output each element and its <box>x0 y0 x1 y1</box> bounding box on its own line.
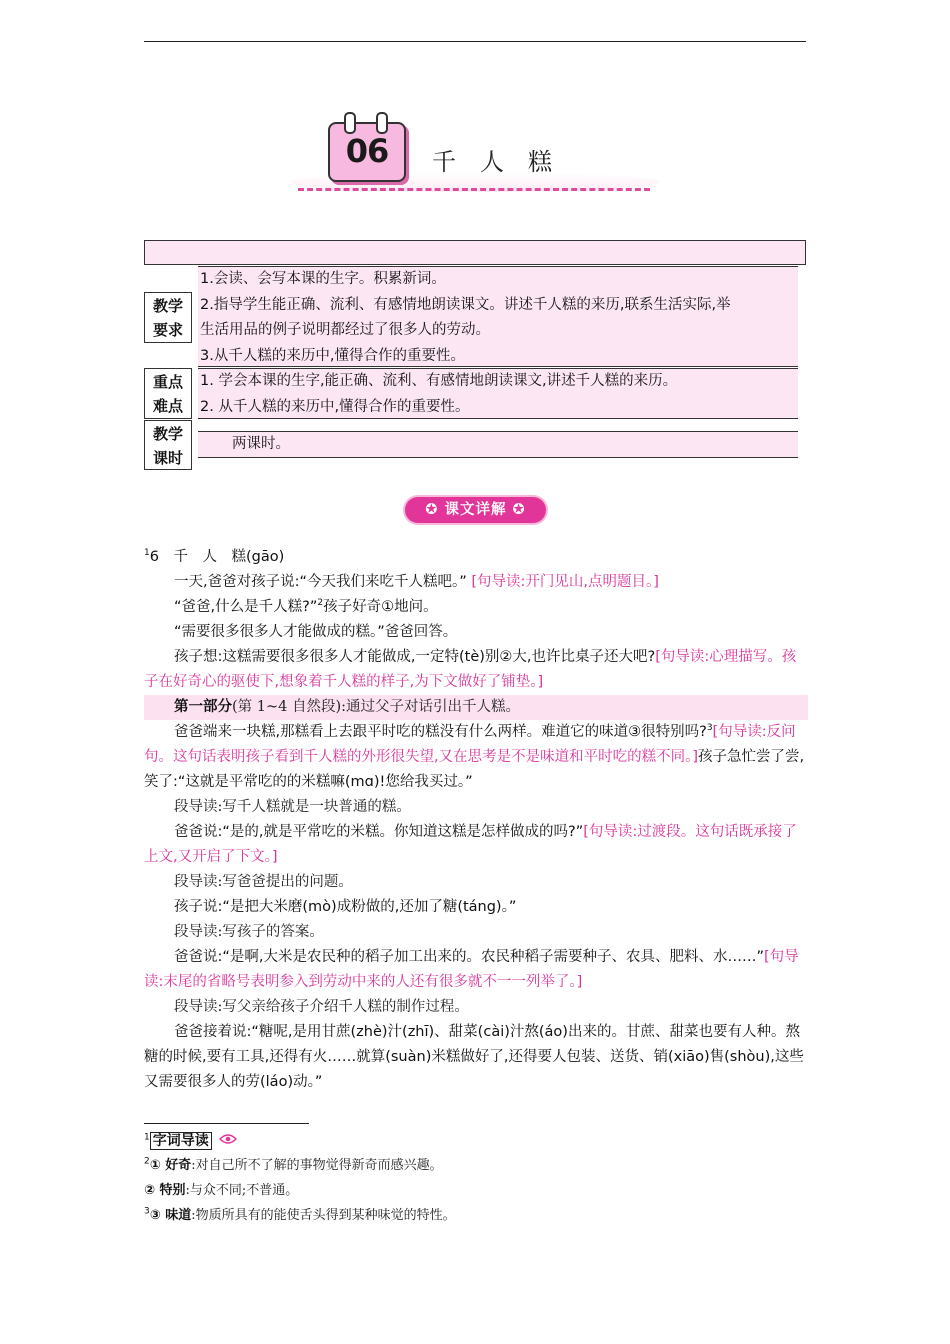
cell-class-hours <box>198 431 798 458</box>
requirement-line: 3.从千人糕的来历中,懂得合作的重要性。 <box>200 347 465 364</box>
segment-note-3: 段导读:写孩子的答案。 <box>174 924 324 940</box>
paragraph-2: “爸爸,什么是千人糕?”$^2$孩子好奇①地问。 <box>174 598 438 615</box>
requirement-line: 2.指导学生能正确、流利、有感情地朗读课文。讲述千人糕的来历,联系生活实际,举 <box>200 296 731 313</box>
paragraph-6: 爸爸说:“是的,就是平常吃的米糕。你知道这糕是怎样做成的吗?”[句导读:过渡段。这句话既承接了上文,又开启了下文。] <box>144 824 797 865</box>
paragraph-9: 爸爸接着说:“糖呢,是用甘蔗(zhè)汁(zhī)、甜菜(cài)汁熬(áo)出来的。甘蔗、甜菜也要有人种。熬糖的时候,要有工具,还得有火……就算(suàn)米糕做好了,还得要人包装、送货、销(xiāo)售(shòu),这些又需要很多人的劳(láo)动。” <box>144 1024 804 1090</box>
footnote-rule <box>144 1123 309 1124</box>
lesson-number: 06 <box>345 132 389 170</box>
cell-teaching-requirements <box>198 266 798 367</box>
footnote-3: ② 特别:与众不同;不普通。 <box>144 1183 299 1198</box>
keypoint-line: 1. 学会本课的生字,能正确、流利、有感情地朗读课文,讲述千人糕的来历。 <box>200 373 678 389</box>
paragraph-4: 孩子想:这糕需要很多很多人才能做成,一定特(tè)别②大,也许比桌子还大吧?[句导读:心理描写。孩子在好奇心的驱使下,想象着千人糕的样子,为下文做好了铺垫。] <box>144 649 797 690</box>
class-hours-value: 两课时。 <box>232 436 290 452</box>
segment-note-1: 段导读:写千人糕就是一块普通的糕。 <box>174 799 411 815</box>
paragraph-5: 爸爸端来一块糕,那糕看上去跟平时吃的糕没有什么两样。难道它的味道③很特别吗?$^3$[句导读:反问句。这句话表明孩子看到千人糕的外形很失望,又在思考是不是味道和平时吃的糕不同。]孩子急忙尝了尝,笑了:“这就是平常吃的的米糕嘛(mɑ)!您给我买过。” <box>144 723 805 790</box>
lesson-title: 千人糕 <box>432 148 576 176</box>
calendar-badge-icon <box>328 122 406 182</box>
title-underline <box>298 188 650 191</box>
paragraph-8: 爸爸说:“是啊,大米是农民种的稻子加工出来的。农民种稻子需要种子、农具、肥料、水……”[句导读:末尾的省略号表明参入到劳动中来的人还有很多就不一一列举了。] <box>144 949 799 990</box>
paragraph-3: “需要很多很多人才能做成的糕。”爸爸回答。 <box>174 624 458 640</box>
lesson-header <box>320 112 660 198</box>
eye-icon <box>219 1131 237 1153</box>
footnote-1: $^1$ 字词导读 <box>144 1130 237 1153</box>
segment-note-4: 段导读:写父亲给孩子介绍千人糕的制作过程。 <box>174 999 469 1015</box>
table-header-bar <box>144 240 806 265</box>
requirement-line: 生活用品的例子说明都经过了很多人的劳动。 <box>200 322 490 338</box>
label-key-points: 重点 难点 <box>144 368 192 419</box>
label-class-hours: 教学 课时 <box>144 420 192 470</box>
footnote-4: $^3$③ 味道:物质所具有的能使舌头得到某种味觉的特性。 <box>144 1206 456 1223</box>
cell-key-points <box>198 368 798 419</box>
part-summary: 第一部分(第 1~4 自然段):通过父子对话引出千人糕。 <box>144 695 808 720</box>
keypoint-line: 2. 从千人糕的来历中,懂得合作的重要性。 <box>200 398 470 415</box>
text-heading: $^1$6 千 人 糕(gāo) <box>144 548 285 565</box>
segment-note-2: 段导读:写爸爸提出的问题。 <box>174 874 353 890</box>
top-rule <box>144 41 806 42</box>
label-teaching-requirements: 教学 要求 <box>144 292 192 343</box>
paragraph-7: 孩子说:“是把大米磨(mò)成粉做的,还加了糖(táng)。” <box>174 899 517 915</box>
footnote-2: $^2$① 好奇:对自己所不了解的事物觉得新奇而感兴趣。 <box>144 1156 443 1173</box>
requirement-line: 1.会读、会写本课的生字。积累新词。 <box>200 271 446 287</box>
paragraph-1: 一天,爸爸对孩子说:“今天我们来吃千人糕吧。” [句导读:开门见山,点明题目。] <box>174 574 659 590</box>
section-banner: ✪ 课文详解 ✪ <box>405 497 546 523</box>
